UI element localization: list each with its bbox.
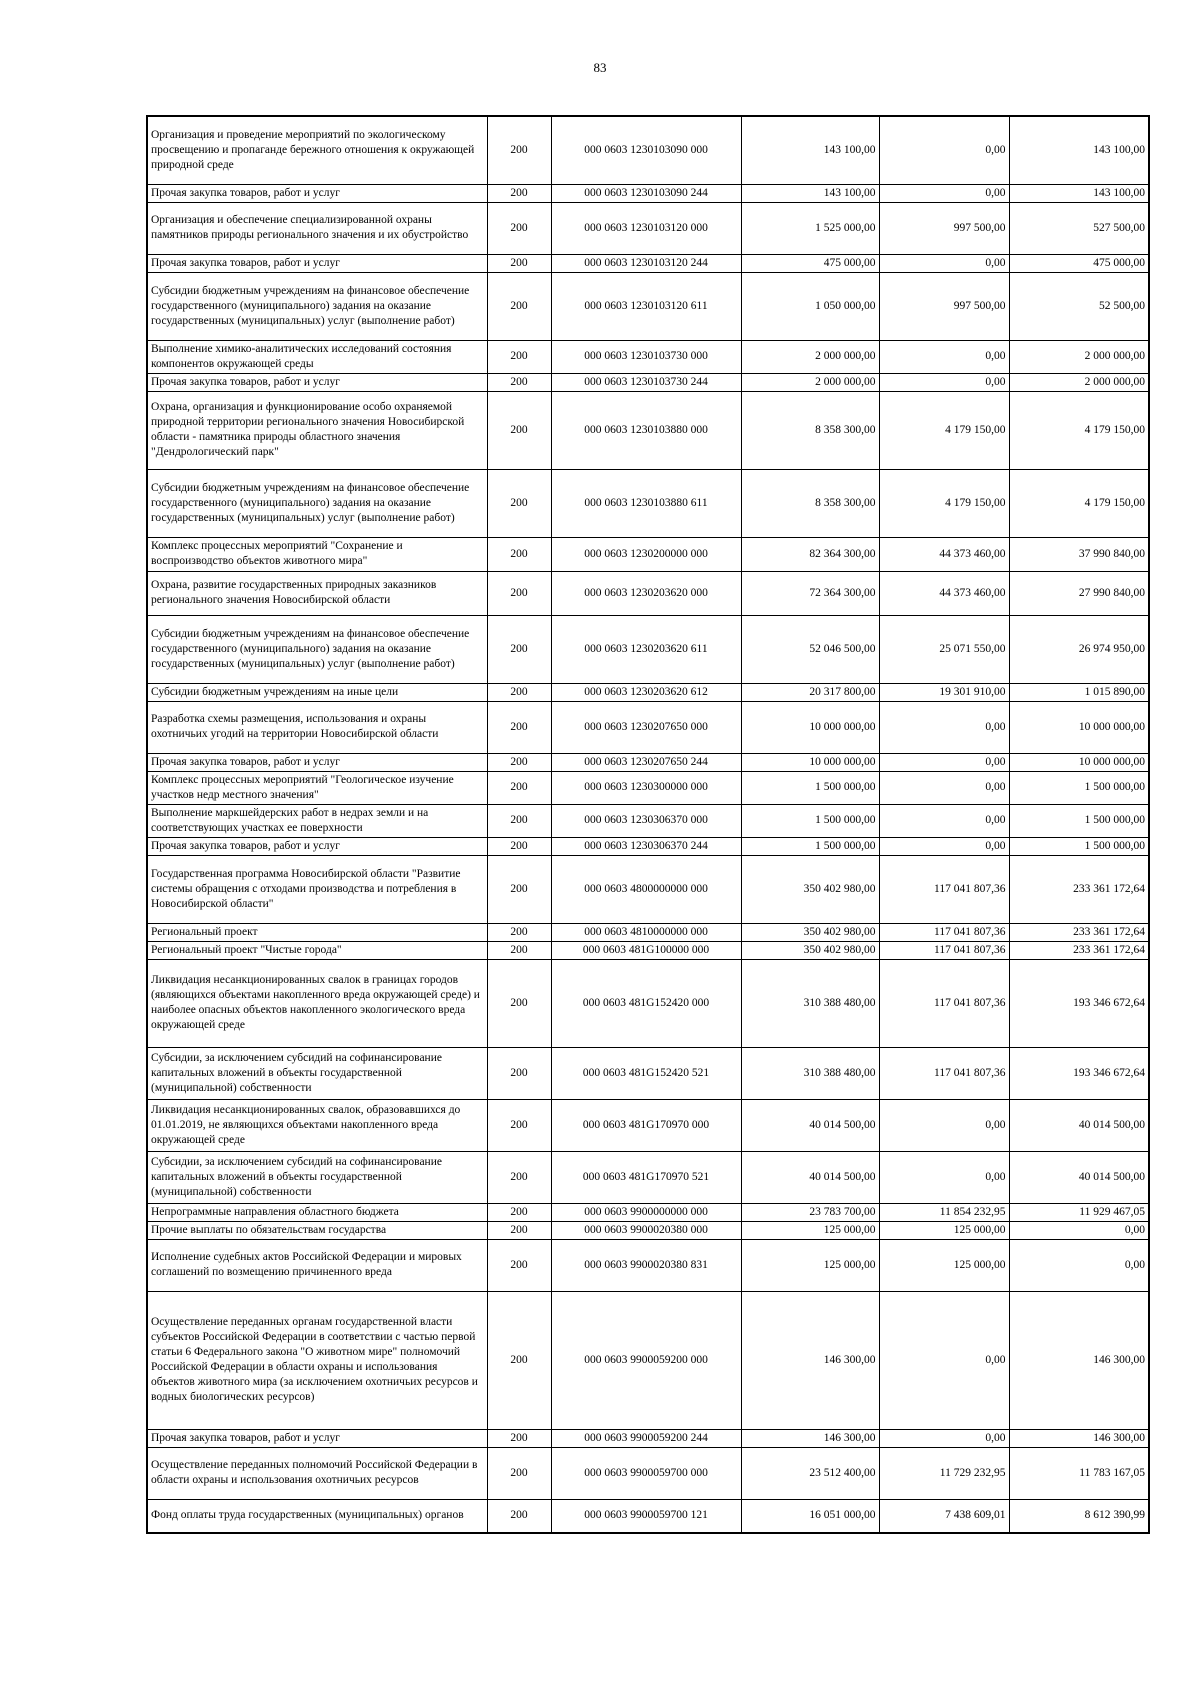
row-name-cell: Прочие выплаты по обязательствам государства: [147, 1221, 487, 1239]
row-name-cell: Организация и обеспечение специализированной охраны памятников природы регионального значения и их обустройство: [147, 202, 487, 254]
row-name-cell: Охрана, организация и функционирование особо охраняемой природной территории регионального значения Новосибирской области - памятника природы областного значения "Дендрологический парк": [147, 391, 487, 469]
row-unexecuted-cell: 10 000 000,00: [1009, 701, 1149, 753]
row-name-cell: Прочая закупка товаров, работ и услуг: [147, 837, 487, 855]
row-name-cell: Фонд оплаты труда государственных (муниципальных) органов: [147, 1499, 487, 1533]
table-row: [147, 1239, 1149, 1291]
budget-table: [146, 115, 1150, 1534]
table-row: [147, 941, 1149, 959]
row-approved-cell: 350 402 980,00: [741, 855, 879, 923]
row-code-cell: 200: [487, 537, 551, 571]
row-kbk-cell: 000 0603 481G152420 000: [551, 959, 741, 1047]
row-kbk-cell: 000 0603 1230103090 000: [551, 116, 741, 184]
row-code-cell: 200: [487, 837, 551, 855]
row-kbk-cell: 000 0603 1230306370 000: [551, 804, 741, 837]
row-unexecuted-cell: 11 929 467,05: [1009, 1203, 1149, 1221]
row-approved-cell: 310 388 480,00: [741, 959, 879, 1047]
row-name-cell: Комплекс процессных мероприятий "Геологическое изучение участков недр местного значения": [147, 771, 487, 804]
row-code-cell: 200: [487, 116, 551, 184]
row-unexecuted-cell: 1 500 000,00: [1009, 804, 1149, 837]
row-approved-cell: 82 364 300,00: [741, 537, 879, 571]
row-name-cell: Прочая закупка товаров, работ и услуг: [147, 184, 487, 202]
row-code-cell: 200: [487, 683, 551, 701]
row-kbk-cell: 000 0603 1230203620 000: [551, 571, 741, 615]
row-unexecuted-cell: 0,00: [1009, 1239, 1149, 1291]
row-unexecuted-cell: 1 015 890,00: [1009, 683, 1149, 701]
row-executed-cell: 4 179 150,00: [879, 469, 1009, 537]
row-kbk-cell: 000 0603 1230203620 611: [551, 615, 741, 683]
row-name-cell: Региональный проект: [147, 923, 487, 941]
row-kbk-cell: 000 0603 1230103880 000: [551, 391, 741, 469]
row-unexecuted-cell: 233 361 172,64: [1009, 941, 1149, 959]
table-row: [147, 184, 1149, 202]
row-name-cell: Непрограммные направления областного бюджета: [147, 1203, 487, 1221]
row-kbk-cell: 000 0603 1230103090 244: [551, 184, 741, 202]
row-executed-cell: 44 373 460,00: [879, 571, 1009, 615]
row-executed-cell: 117 041 807,36: [879, 923, 1009, 941]
row-code-cell: 200: [487, 391, 551, 469]
row-name-cell: Разработка схемы размещения, использования и охраны охотничьих угодий на территории Новосибирской области: [147, 701, 487, 753]
row-code-cell: 200: [487, 254, 551, 272]
row-approved-cell: 350 402 980,00: [741, 923, 879, 941]
table-row: [147, 340, 1149, 373]
row-kbk-cell: 000 0603 481G152420 521: [551, 1047, 741, 1099]
row-executed-cell: 0,00: [879, 753, 1009, 771]
row-approved-cell: 310 388 480,00: [741, 1047, 879, 1099]
row-executed-cell: 0,00: [879, 1429, 1009, 1447]
row-approved-cell: 20 317 800,00: [741, 683, 879, 701]
row-code-cell: 200: [487, 1151, 551, 1203]
row-code-cell: 200: [487, 1499, 551, 1533]
row-approved-cell: 8 358 300,00: [741, 469, 879, 537]
table-row: [147, 959, 1149, 1047]
row-executed-cell: 25 071 550,00: [879, 615, 1009, 683]
row-kbk-cell: 000 0603 9900059200 000: [551, 1291, 741, 1429]
table-row: [147, 1429, 1149, 1447]
row-approved-cell: 16 051 000,00: [741, 1499, 879, 1533]
row-approved-cell: 143 100,00: [741, 184, 879, 202]
row-approved-cell: 146 300,00: [741, 1291, 879, 1429]
row-unexecuted-cell: 2 000 000,00: [1009, 373, 1149, 391]
row-executed-cell: 0,00: [879, 116, 1009, 184]
row-kbk-cell: 000 0603 1230207650 000: [551, 701, 741, 753]
row-approved-cell: 475 000,00: [741, 254, 879, 272]
row-name-cell: Субсидии бюджетным учреждениям на финансовое обеспечение государственного (муниципального) задания на оказание государственных (муниципальных) услуг (выполнение работ): [147, 615, 487, 683]
row-kbk-cell: 000 0603 9900059700 121: [551, 1499, 741, 1533]
row-kbk-cell: 000 0603 9900020380 000: [551, 1221, 741, 1239]
row-code-cell: 200: [487, 272, 551, 340]
row-unexecuted-cell: 4 179 150,00: [1009, 469, 1149, 537]
table-row: [147, 373, 1149, 391]
row-approved-cell: 72 364 300,00: [741, 571, 879, 615]
table-row: [147, 391, 1149, 469]
row-code-cell: 200: [487, 615, 551, 683]
row-unexecuted-cell: 146 300,00: [1009, 1429, 1149, 1447]
row-code-cell: 200: [487, 1429, 551, 1447]
row-approved-cell: 1 525 000,00: [741, 202, 879, 254]
row-executed-cell: 0,00: [879, 254, 1009, 272]
row-executed-cell: 125 000,00: [879, 1221, 1009, 1239]
budget-table-body: [147, 116, 1149, 1533]
row-kbk-cell: 000 0603 481G170970 000: [551, 1099, 741, 1151]
table-row: [147, 254, 1149, 272]
row-executed-cell: 11 729 232,95: [879, 1447, 1009, 1499]
row-approved-cell: 125 000,00: [741, 1221, 879, 1239]
row-approved-cell: 1 050 000,00: [741, 272, 879, 340]
row-kbk-cell: 000 0603 481G100000 000: [551, 941, 741, 959]
row-unexecuted-cell: 233 361 172,64: [1009, 923, 1149, 941]
row-kbk-cell: 000 0603 481G170970 521: [551, 1151, 741, 1203]
row-approved-cell: 1 500 000,00: [741, 837, 879, 855]
row-unexecuted-cell: 193 346 672,64: [1009, 959, 1149, 1047]
row-executed-cell: 117 041 807,36: [879, 941, 1009, 959]
table-row: [147, 804, 1149, 837]
table-row: [147, 615, 1149, 683]
row-executed-cell: 0,00: [879, 184, 1009, 202]
row-executed-cell: 0,00: [879, 804, 1009, 837]
row-kbk-cell: 000 0603 9900000000 000: [551, 1203, 741, 1221]
row-name-cell: Субсидии бюджетным учреждениям на иные цели: [147, 683, 487, 701]
row-executed-cell: 0,00: [879, 1291, 1009, 1429]
row-executed-cell: 19 301 910,00: [879, 683, 1009, 701]
row-kbk-cell: 000 0603 1230300000 000: [551, 771, 741, 804]
row-unexecuted-cell: 11 783 167,05: [1009, 1447, 1149, 1499]
row-unexecuted-cell: 146 300,00: [1009, 1291, 1149, 1429]
row-unexecuted-cell: 1 500 000,00: [1009, 837, 1149, 855]
row-executed-cell: 0,00: [879, 340, 1009, 373]
table-row: [147, 753, 1149, 771]
row-code-cell: 200: [487, 771, 551, 804]
row-code-cell: 200: [487, 1047, 551, 1099]
row-name-cell: Прочая закупка товаров, работ и услуг: [147, 753, 487, 771]
row-kbk-cell: 000 0603 1230103880 611: [551, 469, 741, 537]
row-unexecuted-cell: 37 990 840,00: [1009, 537, 1149, 571]
row-unexecuted-cell: 40 014 500,00: [1009, 1151, 1149, 1203]
row-executed-cell: 0,00: [879, 771, 1009, 804]
row-unexecuted-cell: 27 990 840,00: [1009, 571, 1149, 615]
row-unexecuted-cell: 475 000,00: [1009, 254, 1149, 272]
table-row: [147, 272, 1149, 340]
row-kbk-cell: 000 0603 1230207650 244: [551, 753, 741, 771]
row-name-cell: Региональный проект "Чистые города": [147, 941, 487, 959]
row-name-cell: Прочая закупка товаров, работ и услуг: [147, 373, 487, 391]
row-code-cell: 200: [487, 1447, 551, 1499]
row-unexecuted-cell: 2 000 000,00: [1009, 340, 1149, 373]
row-approved-cell: 1 500 000,00: [741, 771, 879, 804]
row-name-cell: Выполнение химико-аналитических исследований состояния компонентов окружающей среды: [147, 340, 487, 373]
row-kbk-cell: 000 0603 9900059200 244: [551, 1429, 741, 1447]
row-executed-cell: 997 500,00: [879, 272, 1009, 340]
row-kbk-cell: 000 0603 1230103730 000: [551, 340, 741, 373]
table-row: [147, 537, 1149, 571]
row-executed-cell: 0,00: [879, 1099, 1009, 1151]
row-approved-cell: 143 100,00: [741, 116, 879, 184]
row-kbk-cell: 000 0603 1230306370 244: [551, 837, 741, 855]
row-name-cell: Субсидии, за исключением субсидий на софинансирование капитальных вложений в объекты государственной (муниципальной) собственности: [147, 1047, 487, 1099]
row-unexecuted-cell: 52 500,00: [1009, 272, 1149, 340]
row-executed-cell: 0,00: [879, 837, 1009, 855]
row-approved-cell: 8 358 300,00: [741, 391, 879, 469]
row-name-cell: Ликвидация несанкционированных свалок в границах городов (являющихся объектами накопленного вреда окружающей среде) и наиболее опасных объектов накопленного экологического вреда окружающей среде: [147, 959, 487, 1047]
row-kbk-cell: 000 0603 9900059700 000: [551, 1447, 741, 1499]
row-executed-cell: 11 854 232,95: [879, 1203, 1009, 1221]
row-unexecuted-cell: 10 000 000,00: [1009, 753, 1149, 771]
row-name-cell: Субсидии бюджетным учреждениям на финансовое обеспечение государственного (муниципального) задания на оказание государственных (муниципальных) услуг (выполнение работ): [147, 272, 487, 340]
row-kbk-cell: 000 0603 1230203620 612: [551, 683, 741, 701]
row-approved-cell: 23 512 400,00: [741, 1447, 879, 1499]
table-row: [147, 1499, 1149, 1533]
table-row: [147, 116, 1149, 184]
row-name-cell: Прочая закупка товаров, работ и услуг: [147, 254, 487, 272]
row-kbk-cell: 000 0603 1230103120 000: [551, 202, 741, 254]
row-kbk-cell: 000 0603 4800000000 000: [551, 855, 741, 923]
row-code-cell: 200: [487, 959, 551, 1047]
table-row: [147, 1447, 1149, 1499]
row-approved-cell: 10 000 000,00: [741, 753, 879, 771]
row-executed-cell: 0,00: [879, 701, 1009, 753]
row-code-cell: 200: [487, 1221, 551, 1239]
row-name-cell: Исполнение судебных актов Российской Федерации и мировых соглашений по возмещению причиненного вреда: [147, 1239, 487, 1291]
row-name-cell: Осуществление переданных полномочий Российской Федерации в области охраны и использования охотничьих ресурсов: [147, 1447, 487, 1499]
row-code-cell: 200: [487, 1239, 551, 1291]
row-unexecuted-cell: 0,00: [1009, 1221, 1149, 1239]
row-unexecuted-cell: 233 361 172,64: [1009, 855, 1149, 923]
row-executed-cell: 117 041 807,36: [879, 959, 1009, 1047]
table-row: [147, 923, 1149, 941]
table-row: [147, 855, 1149, 923]
row-unexecuted-cell: 143 100,00: [1009, 116, 1149, 184]
row-approved-cell: 52 046 500,00: [741, 615, 879, 683]
row-approved-cell: 40 014 500,00: [741, 1099, 879, 1151]
row-approved-cell: 125 000,00: [741, 1239, 879, 1291]
table-row: [147, 202, 1149, 254]
row-unexecuted-cell: 143 100,00: [1009, 184, 1149, 202]
row-code-cell: 200: [487, 701, 551, 753]
row-code-cell: 200: [487, 1099, 551, 1151]
row-kbk-cell: 000 0603 1230103730 244: [551, 373, 741, 391]
row-code-cell: 200: [487, 469, 551, 537]
row-executed-cell: 44 373 460,00: [879, 537, 1009, 571]
row-executed-cell: 0,00: [879, 1151, 1009, 1203]
row-code-cell: 200: [487, 941, 551, 959]
row-code-cell: 200: [487, 855, 551, 923]
row-executed-cell: 7 438 609,01: [879, 1499, 1009, 1533]
row-name-cell: Государственная программа Новосибирской области "Развитие системы обращения с отходами производства и потребления в Новосибирской области": [147, 855, 487, 923]
row-code-cell: 200: [487, 1203, 551, 1221]
row-unexecuted-cell: 193 346 672,64: [1009, 1047, 1149, 1099]
row-kbk-cell: 000 0603 1230200000 000: [551, 537, 741, 571]
row-unexecuted-cell: 8 612 390,99: [1009, 1499, 1149, 1533]
row-approved-cell: 146 300,00: [741, 1429, 879, 1447]
table-row: [147, 683, 1149, 701]
row-kbk-cell: 000 0603 4810000000 000: [551, 923, 741, 941]
row-unexecuted-cell: 4 179 150,00: [1009, 391, 1149, 469]
row-name-cell: Субсидии бюджетным учреждениям на финансовое обеспечение государственного (муниципального) задания на оказание государственных (муниципальных) услуг (выполнение работ): [147, 469, 487, 537]
row-executed-cell: 0,00: [879, 373, 1009, 391]
row-code-cell: 200: [487, 923, 551, 941]
row-executed-cell: 117 041 807,36: [879, 855, 1009, 923]
table-row: [147, 837, 1149, 855]
row-name-cell: Организация и проведение мероприятий по экологическому просвещению и пропаганде бережного отношения к окружающей природной среде: [147, 116, 487, 184]
row-unexecuted-cell: 26 974 950,00: [1009, 615, 1149, 683]
row-code-cell: 200: [487, 571, 551, 615]
table-row: [147, 701, 1149, 753]
row-name-cell: Прочая закупка товаров, работ и услуг: [147, 1429, 487, 1447]
row-approved-cell: 2 000 000,00: [741, 373, 879, 391]
table-row: [147, 469, 1149, 537]
table-row: [147, 1047, 1149, 1099]
row-code-cell: 200: [487, 340, 551, 373]
table-row: [147, 1099, 1149, 1151]
row-approved-cell: 10 000 000,00: [741, 701, 879, 753]
row-name-cell: Осуществление переданных органам государственной власти субъектов Российской Федерации в соответствии с частью первой статьи 6 Федерального закона "О животном мире" полномочий Российской Федерации в области охраны и использования объектов животного мира (за исключением охотничьих ресурсов и водных биологических ресурсов): [147, 1291, 487, 1429]
row-name-cell: Охрана, развитие государственных природных заказников регионального значения Новосибирской области: [147, 571, 487, 615]
row-kbk-cell: 000 0603 1230103120 244: [551, 254, 741, 272]
row-unexecuted-cell: 527 500,00: [1009, 202, 1149, 254]
table-row: [147, 1203, 1149, 1221]
table-row: [147, 1291, 1149, 1429]
row-executed-cell: 4 179 150,00: [879, 391, 1009, 469]
row-name-cell: Субсидии, за исключением субсидий на софинансирование капитальных вложений в объекты государственной (муниципальной) собственности: [147, 1151, 487, 1203]
row-approved-cell: 1 500 000,00: [741, 804, 879, 837]
row-code-cell: 200: [487, 804, 551, 837]
row-executed-cell: 117 041 807,36: [879, 1047, 1009, 1099]
page-number: 83: [593, 60, 607, 75]
row-approved-cell: 350 402 980,00: [741, 941, 879, 959]
row-approved-cell: 2 000 000,00: [741, 340, 879, 373]
row-executed-cell: 997 500,00: [879, 202, 1009, 254]
table-row: [147, 1151, 1149, 1203]
row-code-cell: 200: [487, 1291, 551, 1429]
row-executed-cell: 125 000,00: [879, 1239, 1009, 1291]
row-approved-cell: 23 783 700,00: [741, 1203, 879, 1221]
row-code-cell: 200: [487, 184, 551, 202]
table-row: [147, 771, 1149, 804]
row-code-cell: 200: [487, 202, 551, 254]
row-code-cell: 200: [487, 753, 551, 771]
table-row: [147, 1221, 1149, 1239]
row-name-cell: Ликвидация несанкционированных свалок, образовавшихся до 01.01.2019, не являющихся объектами накопленного вреда окружающей среде: [147, 1099, 487, 1151]
row-kbk-cell: 000 0603 9900020380 831: [551, 1239, 741, 1291]
row-kbk-cell: 000 0603 1230103120 611: [551, 272, 741, 340]
row-name-cell: Комплекс процессных мероприятий "Сохранение и воспроизводство объектов животного мира": [147, 537, 487, 571]
row-unexecuted-cell: 40 014 500,00: [1009, 1099, 1149, 1151]
row-code-cell: 200: [487, 373, 551, 391]
row-name-cell: Выполнение маркшейдерских работ в недрах земли и на соответствующих участках ее поверхности: [147, 804, 487, 837]
table-row: [147, 571, 1149, 615]
row-unexecuted-cell: 1 500 000,00: [1009, 771, 1149, 804]
row-approved-cell: 40 014 500,00: [741, 1151, 879, 1203]
